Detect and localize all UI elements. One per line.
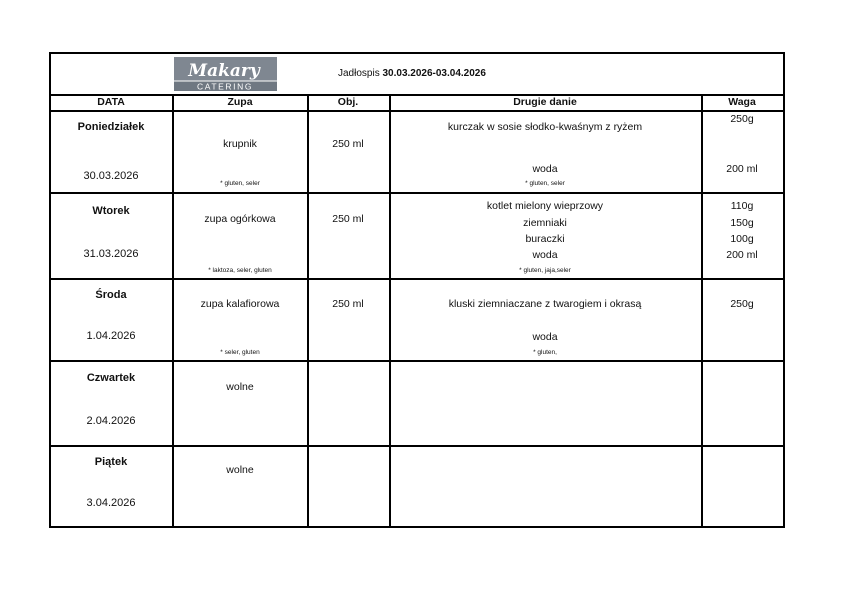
day-name: Poniedziałek [77, 121, 145, 133]
day-name: Czwartek [86, 372, 136, 384]
column-header-date: DATA [97, 96, 125, 108]
day-name: Środa [95, 289, 127, 301]
header-row-bottom [49, 110, 784, 112]
weight-value: 100g [730, 233, 754, 245]
table-border-bottom [49, 526, 784, 528]
column-header-weight: Waga [728, 96, 756, 108]
row-divider [49, 192, 784, 194]
row-divider [49, 445, 784, 447]
main-dish-item: woda [532, 249, 558, 261]
main-dish-allergens: * gluten, [533, 349, 557, 356]
soup-allergens: * seler, gluten [220, 349, 260, 356]
day-name: Piątek [94, 456, 128, 468]
main-dish-item: kurczak w sosie słodko-kwaśnym z ryżem [447, 121, 643, 133]
header-row-top [49, 94, 784, 96]
soup-allergens: * laktoza, seler, gluten [208, 267, 272, 274]
main-dish-item: woda [532, 331, 558, 343]
weight-value: 200 ml [726, 249, 758, 261]
column-divider [389, 94, 391, 528]
soup-allergens: * gluten, seler [220, 180, 260, 187]
column-divider [172, 94, 174, 528]
page-title [338, 69, 486, 79]
main-dish-item: woda [532, 163, 558, 175]
column-divider [307, 94, 309, 528]
table-border-right [783, 52, 785, 528]
soup-volume: 250 ml [332, 298, 364, 310]
makary-catering-logo [174, 57, 277, 91]
row-divider [49, 360, 784, 362]
weight-value: 200 ml [726, 163, 758, 175]
logo-script-text: Makary [188, 61, 260, 81]
soup-name: zupa ogórkowa [204, 213, 276, 225]
main-dish-item: ziemniaki [523, 217, 567, 229]
soup-name: wolne [226, 464, 254, 476]
day-date: 30.03.2026 [83, 170, 139, 182]
day-date: 3.04.2026 [86, 497, 136, 509]
soup-name: wolne [226, 381, 254, 393]
weight-value: 250g [730, 298, 754, 310]
weight-value: 110g [730, 200, 754, 212]
logo-catering-text: CATERING [196, 81, 254, 91]
weight-value: 150g [730, 217, 754, 229]
main-dish-allergens: * gluten, seler [525, 180, 565, 187]
title-prefix: Jadłospis [338, 68, 380, 79]
title-date-range: 30.03.2026-03.04.2026 [382, 68, 486, 79]
main-dish-item: kluski ziemniaczane z twarogiem i okrasą [448, 298, 642, 310]
weight-value: 250g [730, 113, 754, 125]
row-divider [49, 278, 784, 280]
main-dish-allergens: * gluten, jaja,seler [519, 267, 571, 274]
table-border-top [49, 52, 784, 54]
soup-name: zupa kalafiorowa [200, 298, 280, 310]
table-border-left [49, 52, 51, 528]
column-header-main-dish: Drugie danie [513, 96, 577, 108]
day-date: 2.04.2026 [86, 415, 136, 427]
day-name: Wtorek [92, 205, 130, 217]
soup-volume: 250 ml [332, 213, 364, 225]
soup-name: krupnik [223, 138, 257, 150]
column-header-soup: Zupa [227, 96, 253, 108]
day-date: 31.03.2026 [83, 248, 139, 260]
column-divider [701, 94, 703, 528]
column-header-volume: Obj. [337, 96, 359, 108]
day-date: 1.04.2026 [86, 330, 136, 342]
soup-volume: 250 ml [332, 138, 364, 150]
main-dish-item: buraczki [525, 233, 565, 245]
main-dish-item: kotlet mielony wieprzowy [486, 200, 604, 212]
